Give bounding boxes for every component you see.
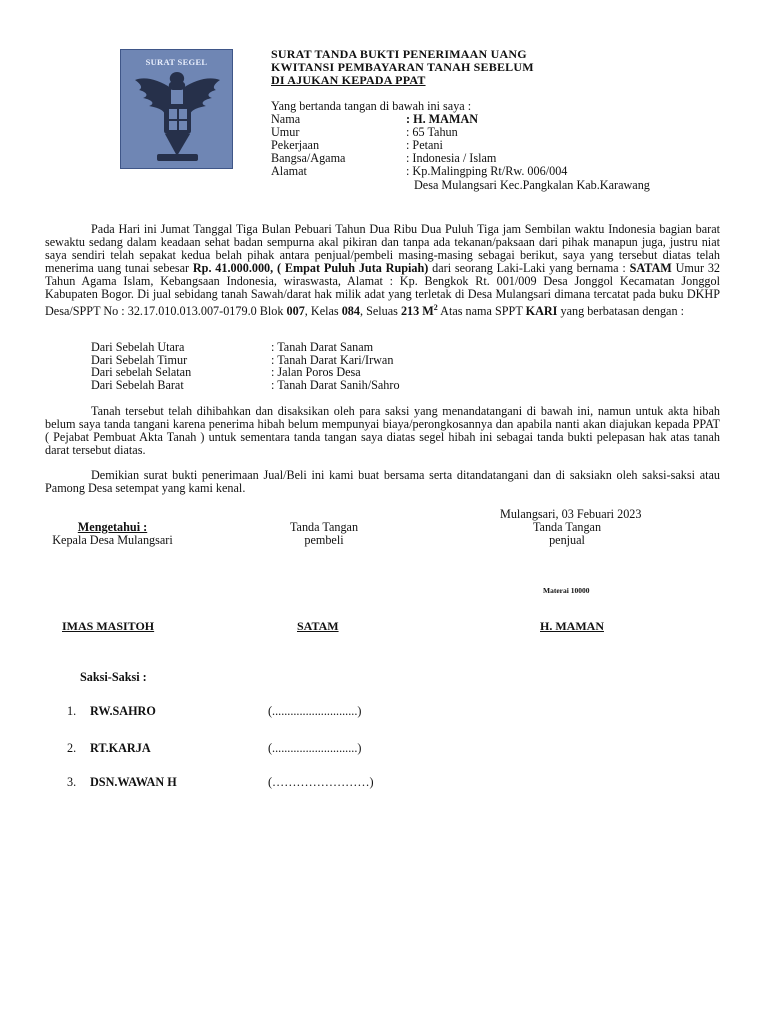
- surat-segel-stamp: [120, 49, 233, 169]
- identity-value-age: : 65 Tahun: [406, 125, 458, 139]
- witness-number-3: 3.: [67, 775, 77, 789]
- para3-text: Demikian surat bukti penerimaan Jual/Beli ini kami buat bersama serta ditandatangani dan di saksiakn oleh saksi-saksi atau Pamong Desa setempat yang kami kenal.: [45, 468, 720, 495]
- boundary-label-south: Dari sebelah Selatan: [91, 365, 192, 379]
- witness-name-3: DSN.WAWAN H: [90, 775, 177, 789]
- para1-part4: , Kelas: [304, 304, 342, 319]
- paragraph-2: [45, 405, 720, 457]
- para1-part3: Umur 32 Tahun Agama Islam, Kebangsaan Indonesia, wiraswasta, Alamat : Kp. Bengkok Rt. 001/009 Desa Jonggol Kecamatan Jonggol Kabupaten Bogor. Di jual sebidang tanah Sawah/darat hak milik adat yang terletak di Desa Mulangsari dimana tercatat pada buku DKHP Desa/SPPT No : 32.17.010.013.007-0179.0 Blok: [45, 261, 721, 319]
- buyer-name-inline: SATAM: [629, 261, 672, 275]
- place-date: Mulangsari, 03 Febuari 2023: [500, 507, 642, 521]
- blok-number: 007: [286, 304, 305, 319]
- witness-number-2: 2.: [67, 741, 77, 755]
- para1-part7: yang berbatasan dengan :: [557, 304, 684, 319]
- witness-signature-line-1: (............................): [268, 704, 362, 718]
- area-superscript: 2: [433, 303, 438, 312]
- intro-text: Yang bertanda tangan di bawah ini saya :: [271, 99, 472, 113]
- boundary-value-west: : Tanah Darat Sanih/Sahro: [271, 378, 400, 392]
- identity-label-address: Alamat: [271, 164, 307, 178]
- boundary-value-north: : Tanah Darat Sanam: [271, 340, 374, 354]
- boundary-value-east: : Tanah Darat Kari/Irwan: [271, 353, 394, 367]
- buyer-role: pembeli: [304, 533, 344, 547]
- identity-label-nation: Bangsa/Agama: [271, 151, 346, 165]
- seller-signature-name: H. MAMAN: [540, 619, 604, 633]
- title-line-3: DI AJUKAN KEPADA PPAT: [271, 73, 426, 87]
- para1-part6: Atas nama SPPT: [437, 304, 526, 319]
- buyer-signature-name: SATAM: [297, 619, 339, 633]
- identity-value-nation: : Indonesia / Islam: [406, 151, 497, 165]
- seller-heading: Tanda Tangan: [532, 520, 602, 534]
- witness-name-2: RT.KARJA: [90, 741, 151, 755]
- materai-label: Materai 10000: [543, 586, 590, 595]
- village-role: Kepala Desa Mulangsari: [52, 533, 173, 547]
- title-line-2: KWITANSI PEMBAYARAN TANAH SEBELUM: [271, 60, 534, 74]
- identity-value-address: : Kp.Malingping Rt/Rw. 006/004: [406, 164, 568, 178]
- witness-signature-line-2: (............................): [268, 741, 362, 755]
- witness-name-1: RW.SAHRO: [90, 704, 156, 718]
- para1-part2: dari seorang Laki-Laki yang bernama :: [428, 261, 630, 275]
- boundary-label-west: Dari Sebelah Barat: [91, 378, 184, 392]
- village-heading: Mengetahui :: [77, 520, 148, 534]
- witness-number-1: 1.: [67, 704, 77, 718]
- para2-text: Tanah tersebut telah dihibahkan dan disaksikan oleh para saksi yang menandatangani di bawah ini, namun untuk akta hibah belum saya tanda tangani karena penerima hibah belum mempunyai biaya/perongkosannya dan apabila nanti akan diajukan kepada PPAT ( Pejabat Pembuat Akta Tanah ) untuk sementara tanda tangan saya diatas segel hibah ini sebagai tanda bukti pelepasan hak atas tanah darat tersebut diatas.: [45, 404, 720, 457]
- boundary-label-east: Dari Sebelah Timur: [91, 353, 188, 367]
- owner-name: KARI: [525, 304, 558, 319]
- land-area: 213 M: [400, 304, 434, 319]
- paragraph-3: [45, 469, 720, 495]
- identity-value-job: : Petani: [406, 138, 443, 152]
- witnesses-title: Saksi-Saksi :: [80, 670, 147, 684]
- paragraph-1: [45, 223, 720, 318]
- kelas-number: 084: [341, 304, 360, 319]
- identity-label-name: Nama: [271, 112, 301, 126]
- seller-role: penjual: [549, 533, 585, 547]
- address-line-2: Desa Mulangsari Kec.Pangkalan Kab.Karawang: [414, 178, 650, 192]
- title-line-1: SURAT TANDA BUKTI PENERIMAAN UANG: [271, 47, 527, 61]
- boundary-label-north: Dari Sebelah Utara: [91, 340, 185, 354]
- identity-label-age: Umur: [271, 125, 300, 139]
- stamp-label: SURAT SEGEL: [145, 57, 208, 67]
- buyer-heading: Tanda Tangan: [289, 520, 359, 534]
- para1-part1: Pada Hari ini Jumat Tanggal Tiga Bulan Pebuari Tahun Dua Ribu Dua Puluh Tiga jam Sembilan waktu Indonesia bagian barat sewaktu sedang dalam keadaan sehat badan sempurna akal pikiran dan tanpa ada tekanan/paksaan dari pihak manapun juga, justru niat saya sendiri telah sepakat kedua belah pihak antara penjual/pembeli masing-masing sebagai berikut, saya yang tersebut diatas telah menerima uang tunai sebesar: [45, 222, 720, 275]
- identity-value-name: : H. MAMAN: [406, 112, 479, 126]
- identity-label-job: Pekerjaan: [271, 138, 320, 152]
- village-head-name: IMAS MASITOH: [62, 619, 155, 633]
- boundary-value-south: : Jalan Poros Desa: [271, 365, 361, 379]
- garuda-emblem-icon: [131, 66, 224, 166]
- para1-part5: , Seluas: [359, 304, 401, 319]
- amount: Rp. 41.000.000, ( Empat Puluh Juta Rupiah): [192, 261, 429, 275]
- witness-signature-line-3: (……………………): [268, 775, 374, 789]
